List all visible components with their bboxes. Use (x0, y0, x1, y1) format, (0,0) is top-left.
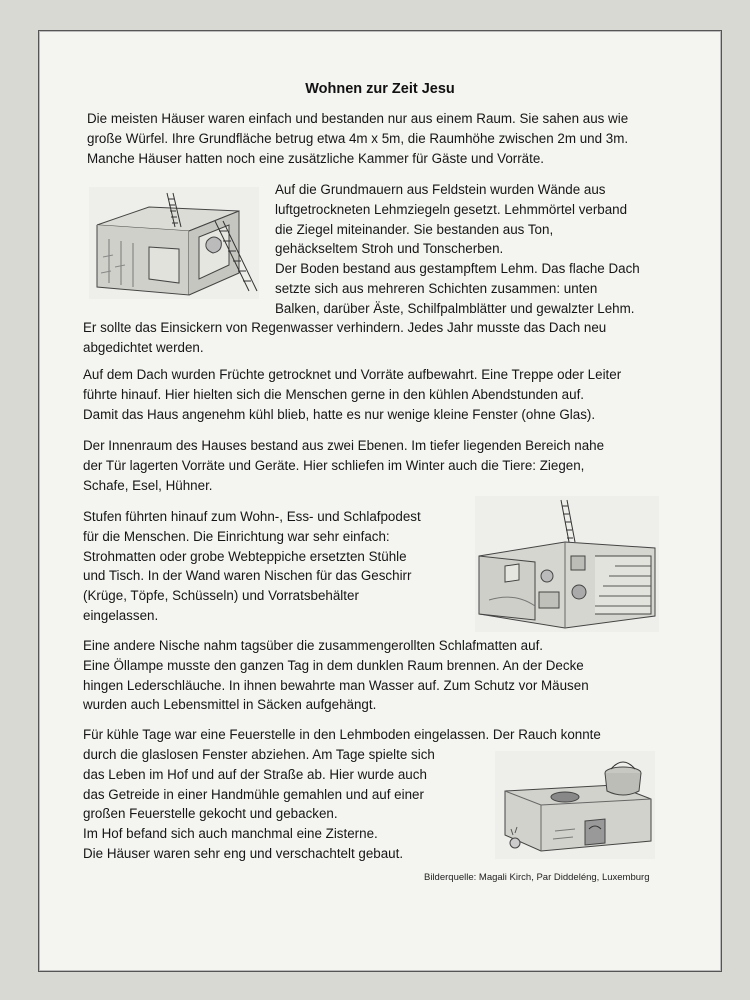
text-line: Auf dem Dach wurden Früchte getrocknet und Vorräte aufbewahrt. Eine Treppe oder Leiter (83, 367, 622, 382)
text-line: Eine Öllampe musste den ganzen Tag in dem dunklen Raum brennen. An der Decke (83, 657, 584, 673)
text-line: wurden auch Lebensmittel in Säcken aufgehängt. (83, 697, 377, 713)
paragraph-interior (83, 436, 604, 495)
text-line: die Ziegel miteinander. Sie bestanden aus Ton, (275, 221, 554, 237)
text-line: Der Boden bestand aus gestampftem Lehm. Das flache Dach (275, 261, 640, 277)
text-line: gehäckseltem Stroh und Tonscherben. (275, 241, 504, 257)
page-title: Wohnen zur Zeit Jesu (305, 81, 455, 97)
text-line: luftgetrockneten Lehmziegeln gesetzt. Lehmmörtel verband (275, 201, 628, 217)
text-line: durch die glaslosen Fenster abziehen. Am Tage spielte sich (83, 747, 435, 762)
text-line: Für kühle Tage war eine Feuerstelle in den Lehmboden eingelassen. Der Rauch konnte (83, 727, 601, 742)
paragraph-furnishing (83, 507, 421, 626)
text-line: Die meisten Häuser waren einfach und bestanden nur aus einem Raum. Sie sahen aus wie (87, 111, 629, 126)
text-line: abgedichtet werden. (83, 339, 204, 355)
text-line: der Tür lagerten Vorräte und Geräte. Hier schliefen im Winter auch die Tiere: Ziegen, (83, 457, 585, 473)
text-line: hingen Lederschläuche. In ihnen bewahrte man Wasser auf. Zum Schutz vor Mäusen (83, 677, 589, 693)
text-line: Auf die Grundmauern aus Feldstein wurden Wände aus (275, 182, 606, 197)
text-line: Manche Häuser hatten noch eine zusätzliche Kammer für Gäste und Vorräte. (87, 150, 545, 166)
text-line: Strohmatten oder grobe Webteppiche ersetzten Stühle (83, 548, 407, 564)
image-credit: Bilderquelle: Magali Kirch, Par Diddeléng, Luxemburg (424, 872, 650, 883)
paragraph-walls-full (83, 318, 606, 358)
house-interior-illustration (475, 496, 659, 632)
text-line: (Krüge, Töpfe, Schüsseln) und Vorratsbehälter (83, 588, 359, 604)
document-sheet (38, 30, 722, 972)
paragraph-roof (83, 365, 621, 424)
text-line: große Würfel. Ihre Grundfläche betrug etwa 4m x 5m, die Raumhöhe zwischen 2m und 3m. (87, 130, 629, 146)
text-line: Die Häuser waren sehr eng und verschachtelt gebaut. (83, 845, 404, 861)
paragraph-fireplace-full (83, 725, 601, 745)
text-line: Im Hof befand sich auch manchmal eine Zisterne. (83, 826, 378, 842)
text-line: setzte sich aus mehreren Schichten zusammen: unten (275, 280, 598, 296)
text-line: Stufen führten hinauf zum Wohn-, Ess- und Schlafpodest (83, 509, 421, 524)
paragraph-fireplace-side (83, 745, 435, 864)
text-line: Balken, darüber Äste, Schilfpalmblätter und gewalzter Lehm. (275, 300, 635, 316)
paragraph-walls-side (275, 180, 640, 319)
text-line: das Leben im Hof und auf der Straße ab. Hier wurde auch (83, 766, 427, 782)
text-line: Damit das Haus angenehm kühl blieb, hatte es nur wenige kleine Fenster (ohne Glas). (83, 406, 596, 422)
paragraph-niche (83, 636, 589, 715)
text-line: Schafe, Esel, Hühner. (83, 477, 213, 493)
text-line: für die Menschen. Die Einrichtung war sehr einfach: (83, 528, 390, 544)
hearth-illustration (495, 751, 655, 859)
text-line: Er sollte das Einsickern von Regenwasser verhindern. Jedes Jahr musste das Dach neu (83, 320, 607, 335)
house-cutaway-illustration (89, 187, 259, 299)
text-line: und Tisch. In der Wand waren Nischen für das Geschirr (83, 568, 412, 584)
text-line: eingelassen. (83, 607, 159, 623)
text-line: das Getreide in einer Handmühle gemahlen und auf einer (83, 786, 424, 802)
text-line: großen Feuerstelle gekocht und gebacken. (83, 806, 338, 822)
text-line: führte hinauf. Hier hielten sich die Menschen gerne in den kühlen Abendstunden auf. (83, 386, 585, 402)
text-line: Eine andere Nische nahm tagsüber die zusammengerollten Schlafmatten auf. (83, 638, 544, 653)
text-line: Der Innenraum des Hauses bestand aus zwei Ebenen. Im tiefer liegenden Bereich nahe (83, 438, 605, 453)
paragraph-intro (87, 109, 628, 168)
